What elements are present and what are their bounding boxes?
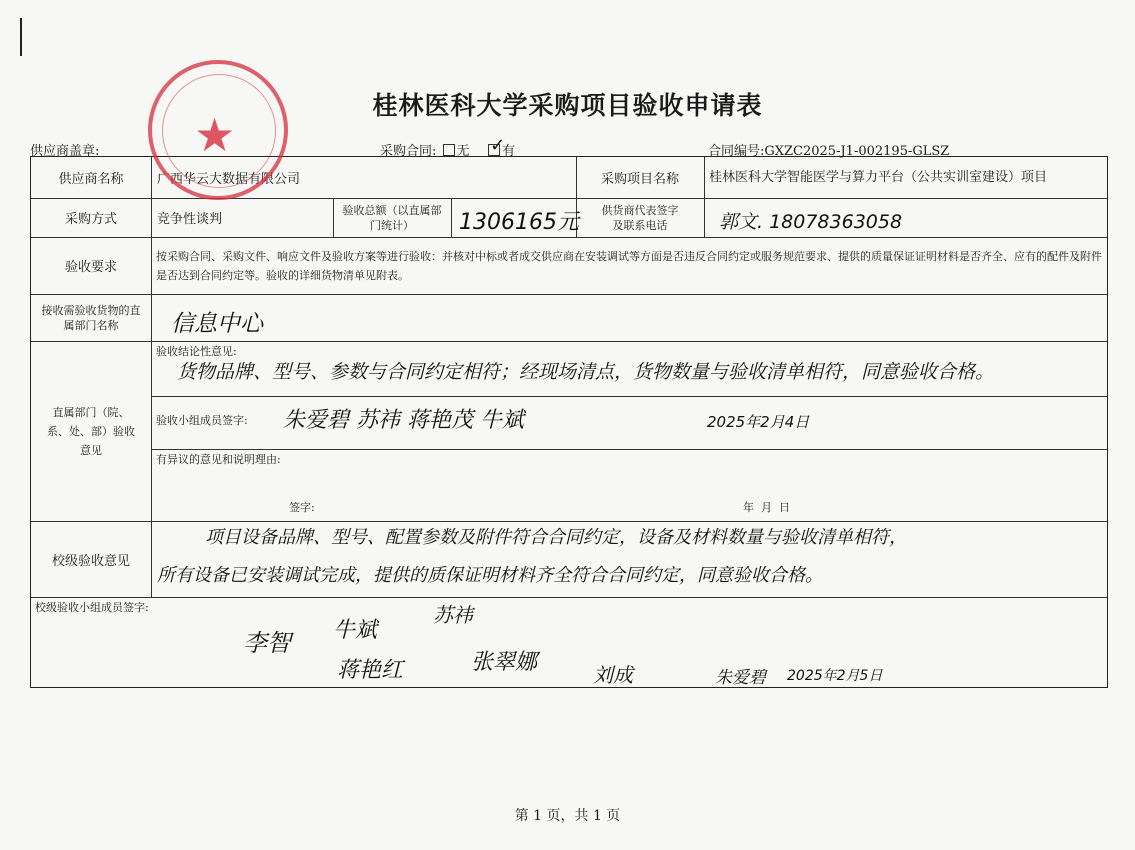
supplier-name-label: 供应商名称 — [58, 172, 124, 187]
conclusion-label: 验收结论性意见: — [156, 344, 237, 358]
supplier-name-value: 广西华云大数据有限公司 — [157, 172, 301, 187]
amount-value: 1306165元 — [459, 210, 579, 235]
checkbox-none[interactable] — [443, 144, 455, 156]
school-team-label: 校级验收小组成员签字: — [35, 600, 149, 614]
contract-label: 采购合同: — [380, 144, 437, 159]
department-label: 接收需验收货物的直属部门名称 — [41, 303, 141, 332]
contract-none-label: 无 — [456, 144, 470, 159]
rep-label: 供货商代表签字及联系电话 — [601, 203, 679, 232]
project-name-value: 桂林医科大学智能医学与算力平台（公共实训室建设）项目 — [709, 169, 1048, 185]
school-opinion-line-1: 项目设备品牌、型号、配置参数及附件符合合同约定，设备及材料数量与验收清单相符， — [205, 527, 907, 548]
checkbox-have[interactable]: ✓ — [490, 135, 506, 156]
school-signature-3: 苏祎 — [433, 603, 473, 627]
method-value: 竞争性谈判 — [157, 212, 223, 227]
requirement-text: 按采购合同、采购文件、响应文件及验收方案等进行验收：并核对中标或者成交供应商在安装调试等方面是否违反合同约定或服务规范要求、提供的质量保证证明材料是否齐全、应有的配件及附件是否达到合同约定等。验收的详细货物清单见附表。 — [156, 249, 1102, 282]
contract-number: 合同编号:GXZC2025-J1-002195-GLSZ — [708, 144, 950, 159]
objection-sign-label: 签字: — [289, 500, 315, 514]
department-value: 信息中心 — [171, 311, 263, 337]
school-signature-4: 蒋艳红 — [337, 658, 404, 683]
conclusion-text: 货物品牌、型号、参数与合同约定相符；经现场清点，货物数量与验收清单相符，同意验收合格。 — [177, 361, 995, 383]
seal-star-icon: ★ — [194, 108, 236, 162]
school-signature-5: 张翠娜 — [471, 650, 538, 675]
requirement-label: 验收要求 — [64, 260, 117, 275]
page-title: 桂林医科大学采购项目验收申请表 — [372, 91, 763, 120]
acceptance-form-table — [30, 156, 1108, 688]
company-seal — [148, 60, 288, 200]
school-signature-7: 朱爱碧 — [715, 668, 766, 688]
contract-have-label: 有 — [502, 144, 516, 159]
supplier-stamp-label: 供应商盖章: — [30, 144, 100, 159]
school-opinion-label: 校级验收意见 — [51, 553, 130, 569]
school-signature-6: 刘成 — [593, 663, 633, 687]
project-name-label: 采购项目名称 — [600, 172, 679, 187]
page-edge-mark — [20, 18, 22, 56]
school-opinion-line-2: 所有设备已安装调试完成，提供的质保证明材料齐全符合合同约定，同意验收合格。 — [157, 565, 823, 586]
team-sign-date: 2025年2月4日 — [707, 413, 810, 431]
school-sign-date: 2025年2月5日 — [787, 668, 883, 684]
objection-label: 有异议的意见和说明理由: — [156, 452, 281, 466]
team-sign-label: 验收小组成员签字: — [156, 413, 248, 427]
page-number: 第 1 页，共 1 页 — [514, 808, 621, 824]
amount-label: 验收总额（以直属部门统计） — [342, 203, 442, 232]
school-signature-1: 李智 — [243, 629, 291, 657]
team-signatures: 朱爱碧 苏祎 蒋艳茂 牛斌 — [283, 408, 524, 433]
objection-date-label: 年 月 日 — [743, 500, 790, 514]
school-signature-2: 牛斌 — [333, 618, 378, 643]
rep-value: 郭文. 18078363058 — [719, 211, 903, 233]
dept-opinion-label: 直属部门（院、系、处、部）验收意见 — [47, 405, 135, 457]
method-label: 采购方式 — [64, 212, 117, 227]
